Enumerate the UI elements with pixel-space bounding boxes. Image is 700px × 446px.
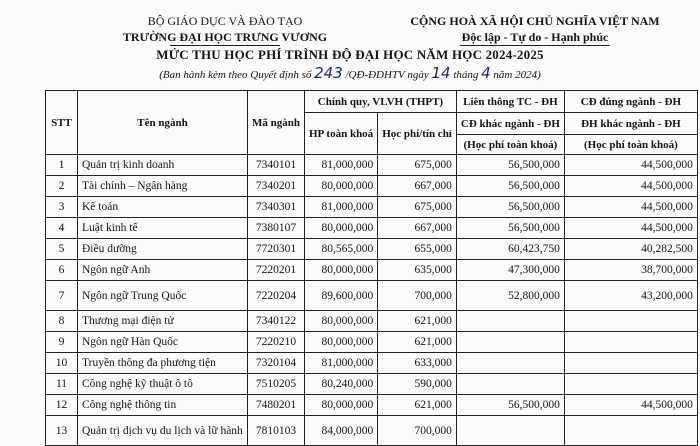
row-code: 7320104: [248, 353, 305, 374]
row-name: Ngôn ngữ Trung Quốc: [78, 281, 248, 311]
row-name: Luật kinh tế: [78, 218, 248, 239]
table-row: [46, 311, 698, 332]
row-cd-fee: [564, 332, 697, 353]
row-cd-fee: [564, 374, 697, 395]
row-code: 7480201: [248, 395, 305, 416]
row-hp-credit: 700,000: [378, 281, 457, 311]
table-row: [46, 197, 698, 218]
col-dh-khac: ĐH khác ngành - ĐH: [564, 113, 697, 135]
month-handwritten: 4: [481, 64, 491, 82]
row-lien-thong-fee: 56,500,000: [456, 155, 564, 176]
row-stt: 13: [46, 416, 78, 446]
row-hp-total: 84,000,000: [305, 416, 378, 446]
row-code: 7340101: [248, 155, 305, 176]
row-hp-total: 80,000,000: [305, 311, 378, 332]
header-left: [70, 4, 380, 46]
row-code: 7340301: [248, 197, 305, 218]
row-cd-fee: [564, 353, 697, 374]
row-name: Quản trị kinh doanh: [78, 155, 248, 176]
row-stt: 5: [46, 239, 78, 260]
row-stt: 6: [46, 260, 78, 281]
row-hp-total: 81,000,000: [305, 155, 378, 176]
row-hp-total: 81,000,000: [305, 353, 378, 374]
col-regular: Chính quy, VLVH (THPT): [305, 91, 457, 113]
row-hp-total: 80,000,000: [305, 260, 378, 281]
row-hp-total: 80,240,000: [305, 374, 378, 395]
col-cd-dung: CĐ đúng ngành - ĐH: [564, 91, 697, 113]
col-code: Mã ngành: [248, 91, 305, 155]
row-code: 7380107: [248, 218, 305, 239]
col-stt: STT: [46, 91, 78, 155]
row-hp-credit: 590,000: [378, 374, 457, 395]
row-hp-credit: 635,000: [378, 260, 457, 281]
row-stt: 8: [46, 311, 78, 332]
row-lien-thong-fee: 47,300,000: [456, 260, 564, 281]
row-cd-fee: [564, 311, 697, 332]
table-row: [46, 176, 698, 197]
row-hp-total: 80,000,000: [305, 218, 378, 239]
table-row: [46, 353, 698, 374]
row-hp-credit: 667,000: [378, 176, 457, 197]
row-hp-total: 81,000,000: [305, 197, 378, 218]
row-code: 7810103: [248, 416, 305, 446]
col-hp-full-1: (Học phí toàn khoá): [456, 135, 564, 155]
row-lien-thong-fee: 56,500,000: [456, 197, 564, 218]
subtitle-mid: /QĐ-ĐDHTV ngày: [345, 69, 429, 81]
row-lien-thong-fee: [456, 332, 564, 353]
row-code: 7340122: [248, 311, 305, 332]
header-right: [385, 4, 685, 46]
row-lien-thong-fee: [456, 416, 564, 446]
row-hp-credit: 621,000: [378, 395, 457, 416]
row-name: Truyền thông đa phương tiện: [78, 353, 248, 374]
row-stt: 9: [46, 332, 78, 353]
table-row: [46, 395, 698, 416]
row-code: 7220201: [248, 260, 305, 281]
row-stt: 4: [46, 218, 78, 239]
row-name: Tài chính – Ngân hàng: [78, 176, 248, 197]
country-name: CỘNG HOÀ XÃ HỘI CHỦ NGHĨA VIỆT NAM: [410, 14, 660, 28]
row-name: Công nghệ thông tin: [78, 395, 248, 416]
row-stt: 2: [46, 176, 78, 197]
row-lien-thong-fee: [456, 353, 564, 374]
row-cd-fee: 44,500,000: [564, 176, 697, 197]
motto-underline: [460, 45, 610, 46]
row-name: Ngôn ngữ Hàn Quốc: [78, 332, 248, 353]
row-name: Quản trị dịch vụ du lịch và lữ hành: [78, 416, 248, 446]
row-hp-credit: 667,000: [378, 218, 457, 239]
row-code: 7220204: [248, 281, 305, 311]
row-stt: 7: [46, 281, 78, 311]
col-name: Tên ngành: [78, 91, 248, 155]
row-hp-credit: 621,000: [378, 332, 457, 353]
table-row: [46, 416, 698, 446]
row-cd-fee: 43,200,000: [564, 281, 697, 311]
row-stt: 1: [46, 155, 78, 176]
national-motto: Độc lập - Tự do - Hạnh phúc: [461, 30, 609, 44]
row-lien-thong-fee: 52,800,000: [456, 281, 564, 311]
document-header: [0, 4, 700, 48]
subtitle-month-label: tháng: [453, 69, 479, 81]
decision-number-handwritten: 243: [314, 64, 343, 82]
row-name: Công nghệ kỹ thuật ô tô: [78, 374, 248, 395]
row-cd-fee: 44,500,000: [564, 155, 697, 176]
row-lien-thong-fee: 56,500,000: [456, 395, 564, 416]
row-hp-credit: 675,000: [378, 197, 457, 218]
table-row: [46, 281, 698, 311]
row-lien-thong-fee: [456, 374, 564, 395]
row-stt: 3: [46, 197, 78, 218]
row-code: 7510205: [248, 374, 305, 395]
subtitle-suffix: năm 2024): [493, 69, 541, 81]
row-hp-credit: 621,000: [378, 311, 457, 332]
university-name: TRƯỜNG ĐẠI HỌC TRƯNG VƯƠNG: [122, 30, 328, 44]
table-row: [46, 260, 698, 281]
row-cd-fee: 44,500,000: [564, 395, 697, 416]
ministry-name: BỘ GIÁO DỤC VÀ ĐÀO TẠO: [147, 14, 303, 28]
document-title: MỨC THU HỌC PHÍ TRÌNH ĐỘ ĐẠI HỌC NĂM HỌC 2024-2025: [156, 47, 544, 62]
row-stt: 11: [46, 374, 78, 395]
row-hp-total: 80,000,000: [305, 395, 378, 416]
table-body: [46, 155, 698, 446]
header-row-1: [46, 91, 698, 113]
col-hp-total: HP toàn khoá: [305, 113, 378, 155]
col-hp-credit: Học phí/tín chỉ: [378, 113, 457, 155]
row-lien-thong-fee: 56,500,000: [456, 218, 564, 239]
row-hp-credit: 633,000: [378, 353, 457, 374]
row-code: 7340201: [248, 176, 305, 197]
subtitle-prefix: (Ban hành kèm theo Quyết định số: [159, 69, 312, 81]
row-hp-total: 89,600,000: [305, 281, 378, 311]
row-lien-thong-fee: 56,500,000: [456, 176, 564, 197]
row-lien-thong-fee: [456, 311, 564, 332]
row-name: Điều dưỡng: [78, 239, 248, 260]
day-handwritten: 14: [431, 64, 451, 82]
row-hp-credit: 700,000: [378, 416, 457, 446]
row-name: Ngôn ngữ Anh: [78, 260, 248, 281]
table-row: [46, 332, 698, 353]
university-underline: [170, 45, 280, 46]
table-row: [46, 374, 698, 395]
table-row: [46, 218, 698, 239]
col-lien-thong: Liên thông TC - ĐH: [456, 91, 564, 113]
row-stt: 10: [46, 353, 78, 374]
row-code: 7220210: [248, 332, 305, 353]
row-cd-fee: 38,700,000: [564, 260, 697, 281]
col-cd-khac: CĐ khác ngành - ĐH: [456, 113, 564, 135]
row-lien-thong-fee: 60,423,750: [456, 239, 564, 260]
row-stt: 12: [46, 395, 78, 416]
row-name: Kế toán: [78, 197, 248, 218]
table-row: [46, 155, 698, 176]
row-name: Thương mại điện tử: [78, 311, 248, 332]
row-hp-credit: 675,000: [378, 155, 457, 176]
row-hp-total: 80,565,000: [305, 239, 378, 260]
tuition-table: [45, 90, 698, 446]
document-subtitle: [0, 64, 700, 82]
row-hp-credit: 655,000: [378, 239, 457, 260]
row-hp-total: 80,000,000: [305, 176, 378, 197]
row-cd-fee: [564, 416, 697, 446]
row-hp-total: 80,000,000: [305, 332, 378, 353]
col-hp-full-2: (Học phí toàn khoá): [564, 135, 697, 155]
row-cd-fee: 44,500,000: [564, 197, 697, 218]
row-cd-fee: 40,282,500: [564, 239, 697, 260]
row-cd-fee: 44,500,000: [564, 218, 697, 239]
row-code: 7720301: [248, 239, 305, 260]
table-row: [46, 239, 698, 260]
